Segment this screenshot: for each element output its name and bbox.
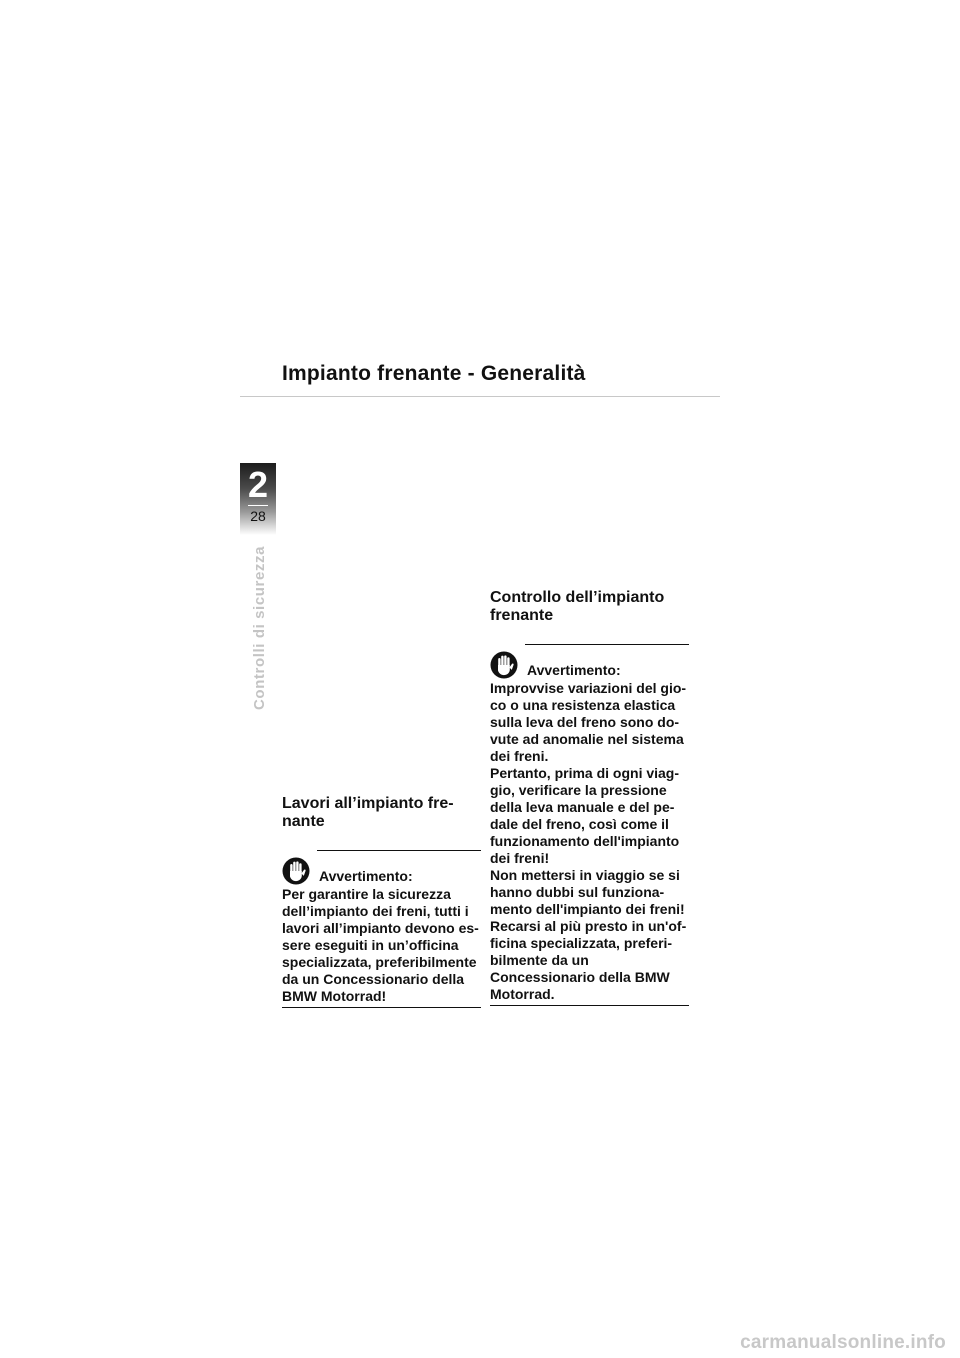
warning-line: dell’impianto dei freni, tutti i — [282, 903, 469, 919]
warning-text — [490, 680, 689, 1003]
site-watermark: carmanualsonline.info — [740, 1332, 946, 1353]
hand-stop-icon — [490, 651, 518, 679]
warning-line: Concessionario della BMW — [490, 969, 670, 985]
warning-line: gio, verificare la pressione — [490, 782, 667, 798]
warning-line: da un Concessionario della — [282, 971, 465, 987]
chapter-tab — [240, 463, 276, 535]
section-side-label: Controlli di sicurezza — [251, 545, 268, 710]
warning-line: Recarsi al più presto in un'of- — [490, 918, 687, 934]
warning-top-rule — [525, 644, 689, 645]
warning-line: bilmente da un — [490, 952, 589, 968]
warning-line: dale del freno, così come il — [490, 816, 669, 832]
warning-line: Pertanto, prima di ogni viag- — [490, 765, 680, 781]
warning-line: BMW Motorrad! — [282, 988, 387, 1004]
warning-header — [490, 649, 689, 679]
warning-title: Avvertimento: — [527, 662, 621, 678]
warning-line: vute ad anomalie nel sistema — [490, 731, 684, 747]
warning-line: sulla leva del freno sono do- — [490, 714, 680, 730]
heading-line: frenante — [490, 607, 554, 624]
warning-top-rule — [317, 850, 481, 851]
warning-line: dei freni! — [490, 850, 550, 866]
page-title: Impianto frenante - Generalità — [282, 362, 586, 385]
warning-line: della leva manuale e del pe- — [490, 799, 675, 815]
warning-title: Avvertimento: — [319, 868, 413, 884]
warning-line: Non mettersi in viaggio se si — [490, 867, 680, 883]
heading-line: Lavori all’impianto fre- — [282, 795, 454, 812]
heading-line: Controllo dell’impianto — [490, 589, 665, 606]
warning-header — [282, 855, 481, 885]
warning-line: Improvvise variazioni del gio- — [490, 680, 687, 696]
warning-line: funzionamento dell'impianto — [490, 833, 680, 849]
warning-line: Motorrad. — [490, 986, 555, 1002]
warning-text — [282, 886, 481, 1005]
section-brake-work — [282, 795, 481, 1008]
warning-bottom-rule — [282, 1007, 481, 1008]
warning-bottom-rule — [490, 1005, 689, 1006]
warning-line: Per garantire la sicurezza — [282, 886, 451, 902]
hand-stop-icon — [282, 857, 310, 885]
title-divider — [240, 396, 720, 397]
section-brake-check — [490, 589, 689, 1006]
warning-box — [282, 855, 481, 1008]
chapter-divider — [248, 505, 268, 506]
warning-line: hanno dubbi sul funziona- — [490, 884, 665, 900]
page-number: 28 — [250, 508, 266, 524]
warning-line: co o una resistenza elastica — [490, 697, 676, 713]
warning-line: specializzata, preferibilmente — [282, 954, 477, 970]
warning-box — [490, 649, 689, 1006]
warning-line: mento dell'impianto dei freni! — [490, 901, 685, 917]
warning-line: dei freni. — [490, 748, 549, 764]
heading-line: nante — [282, 813, 325, 830]
warning-line: ficina specializzata, preferi- — [490, 935, 673, 951]
section-heading — [490, 589, 689, 625]
warning-line: lavori all’impianto devono es- — [282, 920, 479, 936]
chapter-number: 2 — [247, 464, 269, 505]
section-heading — [282, 795, 481, 831]
warning-line: sere eseguiti in un’officina — [282, 937, 459, 953]
